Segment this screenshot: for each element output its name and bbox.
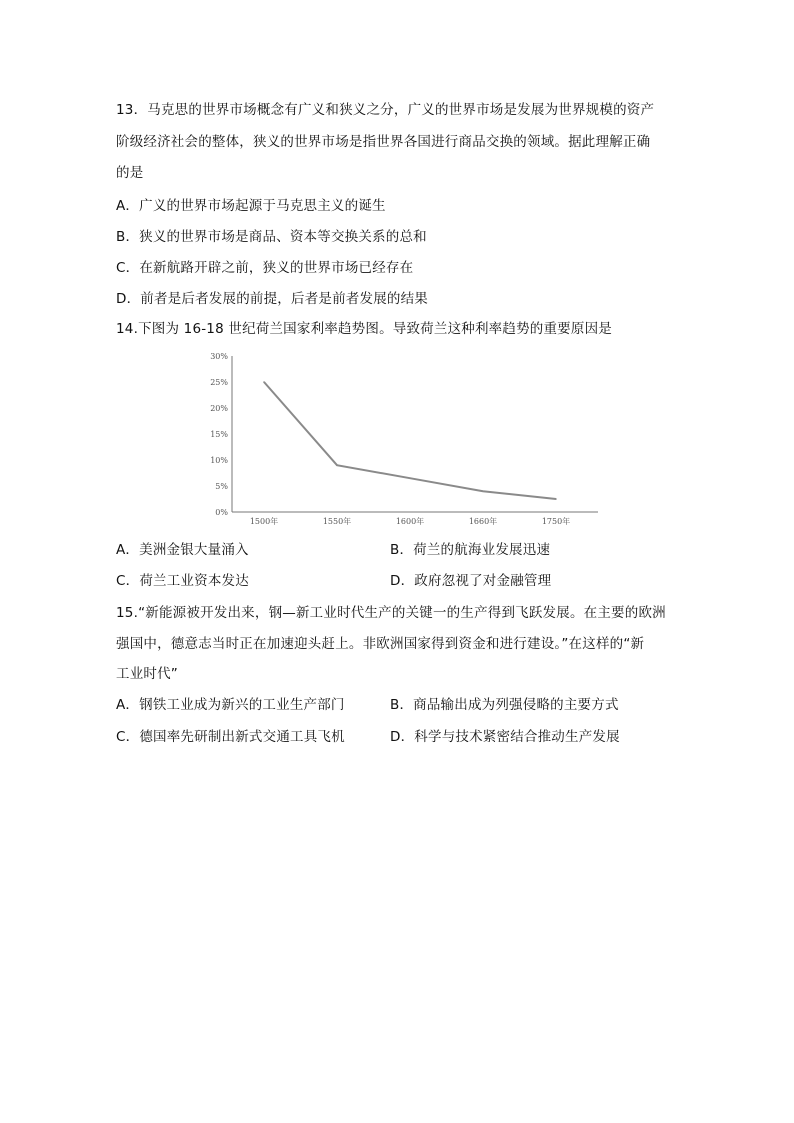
data-point — [263, 381, 265, 383]
x-tick-label: 1500年 — [249, 517, 279, 526]
q13-stem-line-2: 阶级经济社会的整体，狭义的世界市场是指世界各国进行商品交换的领域。据此理解正确 — [116, 134, 651, 150]
data-point — [336, 464, 338, 466]
interest-rate-chart — [196, 348, 616, 528]
q13-stem-line-1: 13．马克思的世界市场概念有广义和狭义之分，广义的世界市场是发展为世界规模的资产 — [116, 102, 655, 118]
q13-option-b: B．狭义的世界市场是商品、资本等交换关系的总和 — [116, 229, 427, 245]
data-point — [482, 490, 484, 492]
x-axis-ticks — [250, 516, 570, 526]
q13-option-c: C．在新航路开辟之前，狭义的世界市场已经存在 — [116, 260, 414, 276]
data-point — [555, 498, 557, 500]
y-tick-label: 5% — [215, 482, 228, 491]
x-tick-label: 1600年 — [395, 517, 425, 526]
q13-option-d: D．前者是后者发展的前提，后者是前者发展的结果 — [116, 291, 428, 307]
q15-stem-line-3: 工业时代” — [116, 666, 178, 682]
q14-option-c: C．荷兰工业资本发达 — [116, 573, 249, 589]
x-tick-label: 1550年 — [322, 517, 352, 526]
q15-option-c: C．德国率先研制出新式交通工具飞机 — [116, 729, 345, 745]
x-tick-label: 1750年 — [541, 517, 571, 526]
q13-stem-line-3: 的是 — [116, 165, 144, 181]
y-tick-label: 10% — [210, 456, 228, 465]
q14-stem: 14.下图为 16-18 世纪荷兰国家利率趋势图。导致荷兰这种利率趋势的重要原因是 — [116, 321, 612, 337]
x-tick-label: 1660年 — [468, 517, 498, 526]
interest-rate-line — [264, 382, 556, 499]
q13-option-a: A．广义的世界市场起源于马克思主义的诞生 — [116, 198, 386, 214]
q14-option-d: D．政府忽视了对金融管理 — [390, 573, 552, 589]
q15-stem-line-1: 15.“新能源被开发出来，钢—新工业时代生产的关键一的生产得到飞跃发展。在主要的欧洲 — [116, 605, 666, 621]
q15-option-b: B．商品输出成为列强侵略的主要方式 — [390, 697, 619, 713]
q15-stem-line-2: 强国中，德意志当时正在加速迎头赶上。非欧洲国家得到资金和进行建设。”在这样的“新 — [116, 636, 645, 652]
q15-option-d: D．科学与技术紧密结合推动生产发展 — [390, 729, 620, 745]
data-point — [409, 477, 411, 479]
y-tick-label: 25% — [210, 378, 228, 387]
q14-option-a: A．美洲金银大量涌入 — [116, 542, 249, 558]
y-tick-label: 20% — [210, 404, 228, 413]
q15-option-a: A．钢铁工业成为新兴的工业生产部门 — [116, 697, 345, 713]
y-tick-label: 15% — [210, 430, 228, 439]
y-axis-ticks — [210, 352, 228, 517]
y-tick-label: 30% — [210, 352, 228, 361]
q14-option-b: B．荷兰的航海业发展迅速 — [390, 542, 551, 558]
y-tick-label: 0% — [215, 508, 228, 517]
